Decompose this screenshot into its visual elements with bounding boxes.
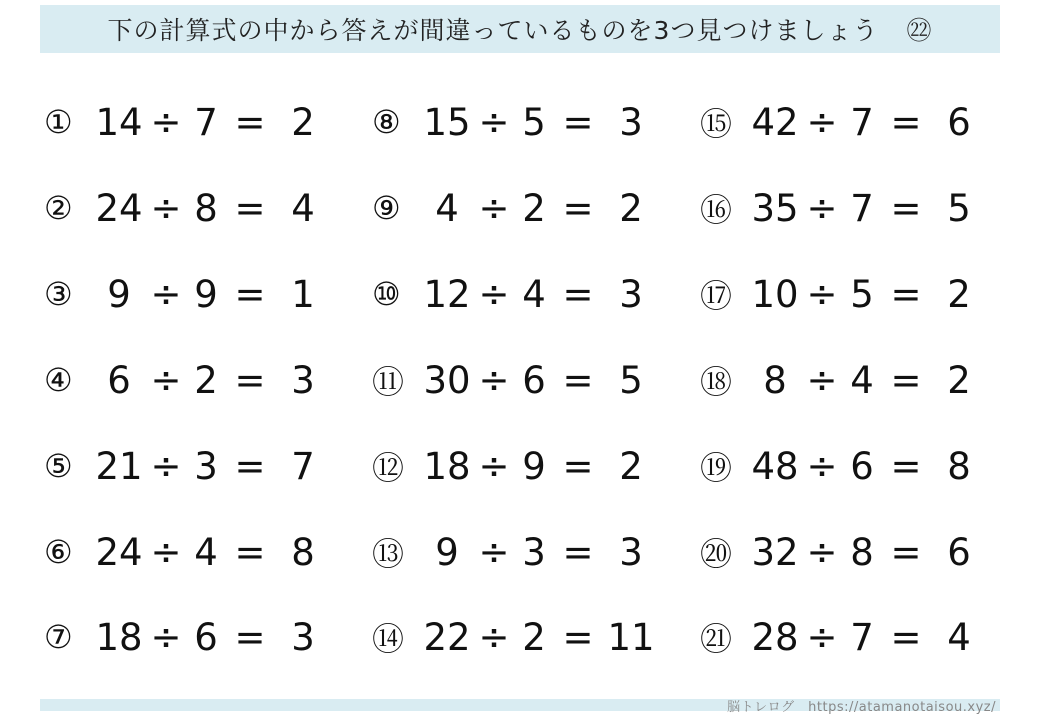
equals-sign: =: [562, 272, 594, 316]
answer: 2: [291, 100, 315, 144]
equals-sign: =: [234, 100, 266, 144]
dividend: 18: [423, 444, 471, 488]
answer: 3: [291, 615, 315, 659]
answer: 2: [619, 444, 643, 488]
division-sign: ÷: [150, 186, 182, 230]
problem-number: ⑤: [44, 447, 73, 485]
dividend: 15: [423, 100, 471, 144]
problem-number: ⑲: [700, 449, 733, 487]
equals-sign: =: [234, 615, 266, 659]
problem-item: [372, 436, 660, 496]
problem-number: ⑭: [372, 620, 405, 658]
equals-sign: =: [562, 186, 594, 230]
division-sign: ÷: [806, 444, 838, 488]
divisor: 3: [194, 444, 218, 488]
division-sign: ÷: [478, 615, 510, 659]
problem-item: [700, 607, 988, 667]
dividend: 9: [435, 530, 459, 574]
divisor: 3: [522, 530, 546, 574]
problem-number: ①: [44, 103, 73, 141]
dividend: 6: [107, 358, 131, 402]
problem-number: ⑱: [700, 363, 733, 401]
answer: 2: [947, 358, 971, 402]
dividend: 10: [751, 272, 799, 316]
problem-number: ⑰: [700, 277, 733, 315]
sheet-number: ㉒: [906, 16, 933, 45]
equals-sign: =: [562, 358, 594, 402]
dividend: 18: [95, 615, 143, 659]
problem-number: ⑬: [372, 535, 405, 573]
answer: 3: [291, 358, 315, 402]
dividend: 9: [107, 272, 131, 316]
divisor: 7: [194, 100, 218, 144]
dividend: 32: [751, 530, 799, 574]
equals-sign: =: [234, 444, 266, 488]
equals-sign: =: [562, 615, 594, 659]
problem-number: ⑧: [372, 103, 401, 141]
divisor: 6: [850, 444, 874, 488]
division-sign: ÷: [150, 272, 182, 316]
problem-number: ③: [44, 275, 73, 313]
problem-item: [700, 522, 988, 582]
problem-item: [700, 92, 988, 152]
division-sign: ÷: [478, 272, 510, 316]
division-sign: ÷: [806, 358, 838, 402]
divisor: 4: [522, 272, 546, 316]
answer: 7: [291, 444, 315, 488]
dividend: 48: [751, 444, 799, 488]
dividend: 24: [95, 530, 143, 574]
equals-sign: =: [890, 186, 922, 230]
problem-number: ㉑: [700, 620, 733, 658]
problem-item: [700, 264, 988, 324]
answer: 6: [947, 530, 971, 574]
answer: 4: [291, 186, 315, 230]
divisor: 2: [522, 615, 546, 659]
equals-sign: =: [234, 358, 266, 402]
equals-sign: =: [562, 444, 594, 488]
equals-sign: =: [890, 100, 922, 144]
footer-credit: 脳トレログ https://atamanotaisou.xyz/: [727, 700, 996, 715]
divisor: 8: [194, 186, 218, 230]
answer: 4: [947, 615, 971, 659]
division-sign: ÷: [478, 100, 510, 144]
equals-sign: =: [234, 530, 266, 574]
equals-sign: =: [890, 444, 922, 488]
problem-item: [44, 436, 332, 496]
problem-item: [44, 92, 332, 152]
division-sign: ÷: [150, 100, 182, 144]
division-sign: ÷: [150, 530, 182, 574]
problem-item: [44, 264, 332, 324]
divisor: 6: [522, 358, 546, 402]
answer: 3: [619, 272, 643, 316]
problem-item: [700, 178, 988, 238]
equals-sign: =: [890, 615, 922, 659]
problem-item: [372, 350, 660, 410]
dividend: 24: [95, 186, 143, 230]
problem-number: ⑫: [372, 449, 405, 487]
dividend: 22: [423, 615, 471, 659]
equals-sign: =: [890, 530, 922, 574]
problem-number: ⑳: [700, 535, 733, 573]
division-sign: ÷: [806, 100, 838, 144]
divisor: 5: [522, 100, 546, 144]
problem-number: ⑩: [372, 275, 401, 313]
dividend: 21: [95, 444, 143, 488]
answer: 8: [291, 530, 315, 574]
problem-item: [372, 522, 660, 582]
divisor: 9: [522, 444, 546, 488]
problem-number: ⑮: [700, 105, 733, 143]
divisor: 7: [850, 615, 874, 659]
dividend: 42: [751, 100, 799, 144]
problem-item: [44, 178, 332, 238]
equals-sign: =: [562, 100, 594, 144]
problem-number: ⑦: [44, 618, 73, 656]
problem-number: ④: [44, 361, 73, 399]
division-sign: ÷: [806, 186, 838, 230]
division-sign: ÷: [806, 272, 838, 316]
problem-item: [44, 522, 332, 582]
division-sign: ÷: [806, 615, 838, 659]
divisor: 2: [522, 186, 546, 230]
equals-sign: =: [562, 530, 594, 574]
answer: 8: [947, 444, 971, 488]
dividend: 28: [751, 615, 799, 659]
divisor: 5: [850, 272, 874, 316]
division-sign: ÷: [478, 358, 510, 402]
problem-item: [44, 350, 332, 410]
page-title: 下の計算式の中から答えが間違っているものを3つ見つけましょう: [107, 16, 879, 45]
divisor: 4: [194, 530, 218, 574]
problem-number: ⑥: [44, 533, 73, 571]
divisor: 9: [194, 272, 218, 316]
divisor: 7: [850, 186, 874, 230]
dividend: 8: [763, 358, 787, 402]
equals-sign: =: [234, 272, 266, 316]
dividend: 14: [95, 100, 143, 144]
division-sign: ÷: [150, 358, 182, 402]
answer: 2: [619, 186, 643, 230]
answer: 5: [947, 186, 971, 230]
division-sign: ÷: [150, 615, 182, 659]
division-sign: ÷: [150, 444, 182, 488]
dividend: 12: [423, 272, 471, 316]
answer: 2: [947, 272, 971, 316]
problem-item: [700, 436, 988, 496]
division-sign: ÷: [806, 530, 838, 574]
dividend: 35: [751, 186, 799, 230]
answer: 5: [619, 358, 643, 402]
dividend: 4: [435, 186, 459, 230]
answer: 3: [619, 100, 643, 144]
equals-sign: =: [234, 186, 266, 230]
answer: 6: [947, 100, 971, 144]
answer: 1: [291, 272, 315, 316]
problem-item: [372, 178, 660, 238]
division-sign: ÷: [478, 530, 510, 574]
dividend: 30: [423, 358, 471, 402]
divisor: 6: [194, 615, 218, 659]
division-sign: ÷: [478, 186, 510, 230]
problem-number: ⑪: [372, 363, 405, 401]
divisor: 2: [194, 358, 218, 402]
problem-item: [44, 607, 332, 667]
answer: 11: [607, 615, 655, 659]
division-sign: ÷: [478, 444, 510, 488]
problem-item: [700, 350, 988, 410]
equals-sign: =: [890, 358, 922, 402]
divisor: 7: [850, 100, 874, 144]
equals-sign: =: [890, 272, 922, 316]
divisor: 8: [850, 530, 874, 574]
problem-item: [372, 264, 660, 324]
problem-number: ⑨: [372, 189, 401, 227]
problem-number: ②: [44, 189, 73, 227]
problem-item: [372, 607, 660, 667]
answer: 3: [619, 530, 643, 574]
problem-item: [372, 92, 660, 152]
problem-number: ⑯: [700, 191, 733, 229]
divisor: 4: [850, 358, 874, 402]
